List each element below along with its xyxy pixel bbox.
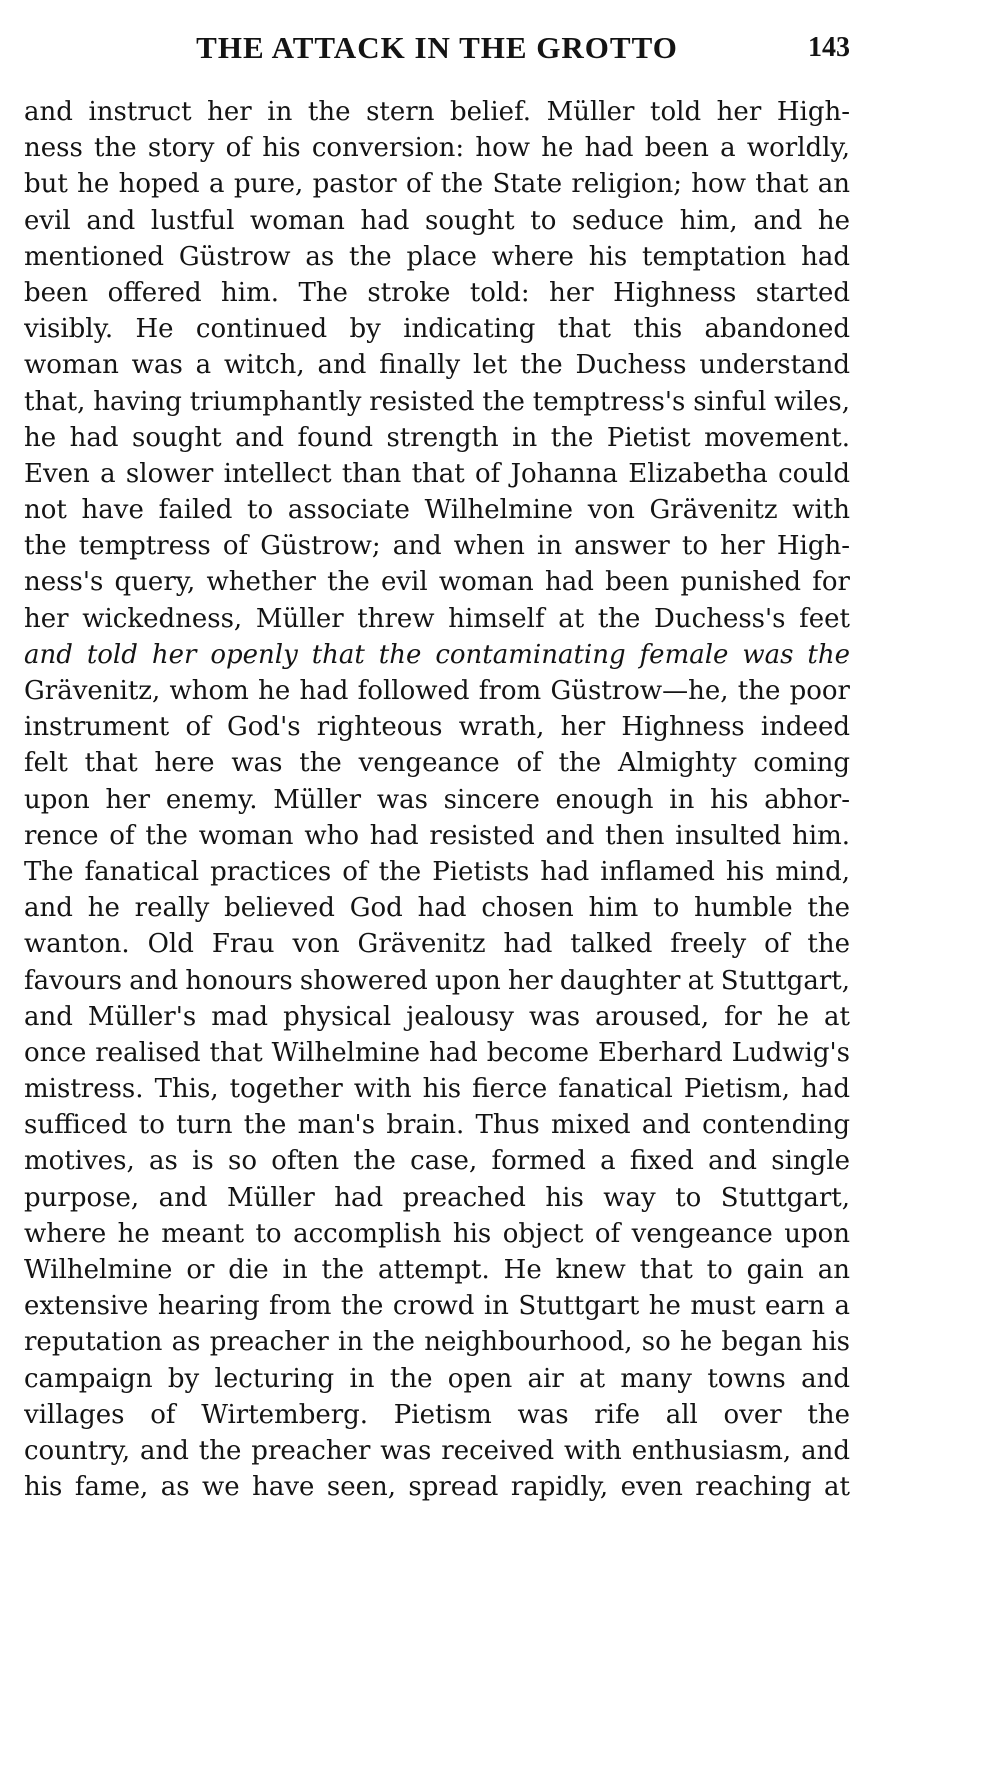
text-line: ness the story of his conversion: how he had been a worldly, [24, 133, 850, 164]
text-line: reputation as preacher in the neighbourhood, so he began his [24, 1327, 850, 1358]
text-line: been offered him. The stroke told: her Highness started [24, 277, 850, 308]
text-line: Wilhelmine or die in the attempt. He knew that to gain an [24, 1255, 850, 1285]
text-line: her wickedness, Müller threw himself at the Duchess's feet [24, 603, 850, 634]
text-line: and he really believed God had chosen him to humble the [24, 893, 850, 924]
text-line: and Müller's mad physical jealousy was aroused, for he at [24, 1001, 850, 1032]
text-line: country, and the preacher was received with enthusiasm, and [24, 1435, 850, 1466]
text-line: rence of the woman who had resisted and then insulted him. [24, 820, 850, 851]
text-line: Even a slower intellect than that of Johanna Elizabetha could [24, 458, 850, 489]
text-line: purpose, and Müller had preached his way to Stuttgart, [24, 1182, 850, 1213]
text-line: felt that here was the vengeance of the Almighty coming [24, 748, 850, 779]
text-line: wanton. Old Frau von Grävenitz had talked freely of the [24, 929, 850, 960]
text-line: he had sought and found strength in the Pietist movement. [24, 422, 850, 453]
text-line-italic [24, 637, 850, 673]
text-line: where he meant to accomplish his object of vengeance upon [24, 1218, 850, 1249]
text-line: visibly. He continued by indicating that this abandoned [24, 314, 850, 345]
text-line: ness's query, whether the evil woman had been punished for [24, 567, 850, 598]
text-line: but he hoped a pure, pastor of the State religion; how that an [24, 169, 850, 200]
body-text [24, 94, 850, 1505]
text-line: campaign by lecturing in the open air at many towns and [24, 1363, 850, 1394]
running-title: THE ATTACK IN THE GROTTO [196, 30, 678, 65]
text-line: his fame, as we have seen, spread rapidly, even reaching at [24, 1472, 850, 1503]
text-line: and instruct her in the stern belief. Müller told her High- [24, 97, 850, 127]
text-line: motives, as is so often the case, formed a fixed and single [24, 1146, 850, 1177]
text-line: sufficed to turn the man's brain. Thus mixed and contending [24, 1110, 850, 1141]
running-header [24, 30, 850, 70]
text-line: the temptress of Güstrow; and when in answer to her High- [24, 531, 850, 562]
text-line: mentioned Güstrow as the place where his temptation had [24, 241, 850, 272]
text-line: instrument of God's righteous wrath, her Highness indeed [24, 712, 850, 743]
text-line: that, having triumphantly resisted the temptress's sinful wiles, [24, 386, 850, 417]
text-line: woman was a witch, and finally let the Duchess understand [24, 350, 850, 381]
text-line: The fanatical practices of the Pietists had inflamed his mind, [24, 856, 850, 887]
italic-phrase: and told her openly that the contaminating female was the [24, 639, 850, 670]
text-line: favours and honours showered upon her daughter at Stuttgart, [24, 965, 850, 996]
text-line: once realised that Wilhelmine had become Eberhard Ludwig's [24, 1037, 850, 1068]
text-line: not have failed to associate Wilhelmine von Grävenitz with [24, 495, 850, 526]
page-number: 143 [808, 32, 850, 63]
text-line: Grävenitz, whom he had followed from Güstrow—he, the poor [24, 676, 850, 706]
text-line: mistress. This, together with his fierce fanatical Pietism, had [24, 1074, 850, 1105]
text-line: extensive hearing from the crowd in Stuttgart he must earn a [24, 1291, 850, 1322]
text-line: evil and lustful woman had sought to seduce him, and he [24, 205, 850, 236]
text-line: villages of Wirtemberg. Pietism was rife all over the [24, 1399, 850, 1430]
text-line: upon her enemy. Müller was sincere enough in his abhor- [24, 784, 850, 815]
